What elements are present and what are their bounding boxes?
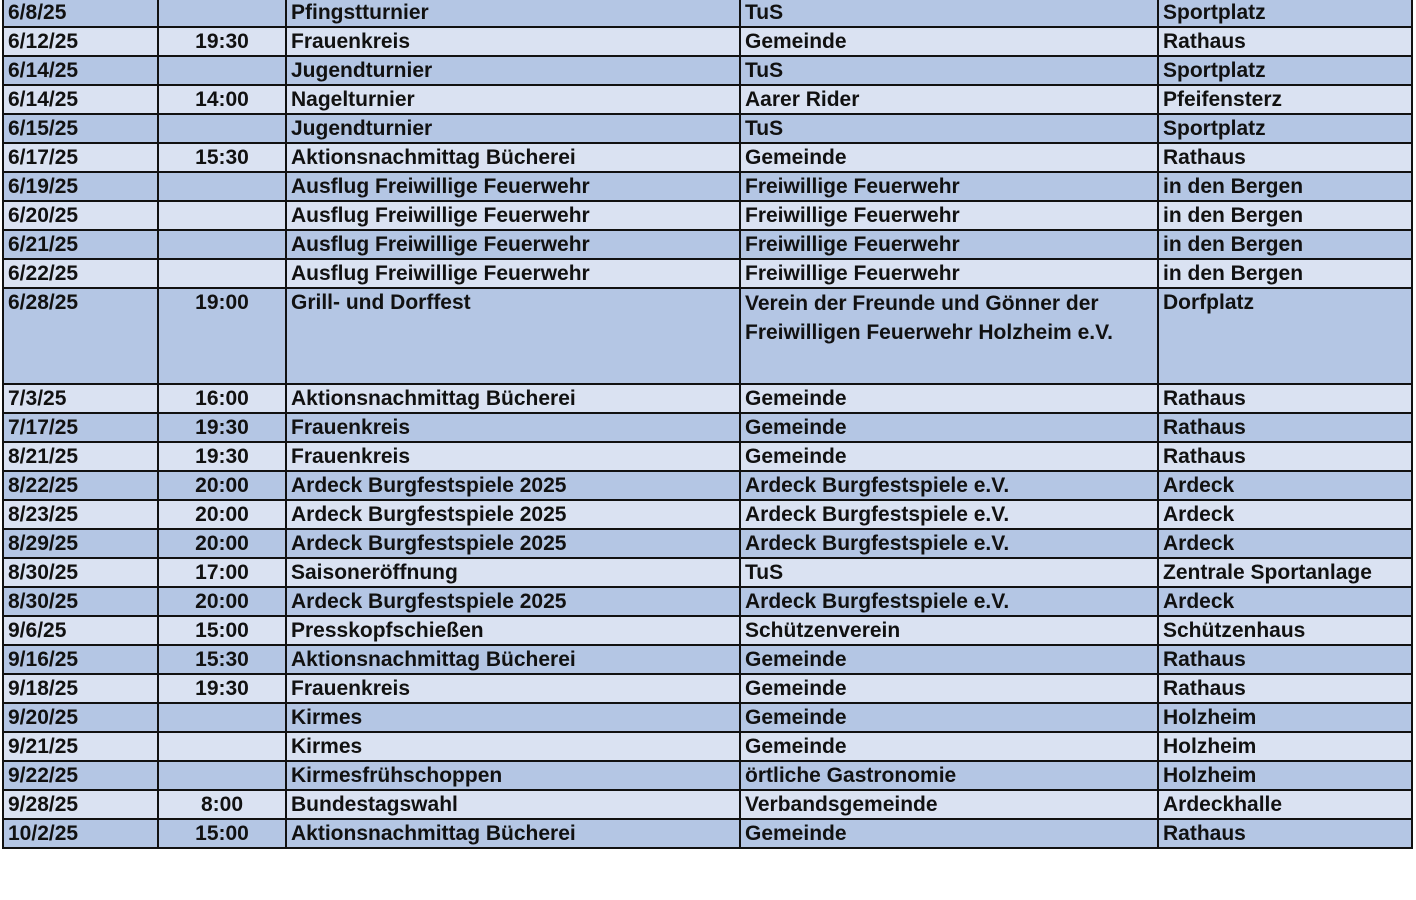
organizer-cell[interactable]: örtliche Gastronomie [740,761,1158,790]
organizer-cell[interactable]: Aarer Rider [740,85,1158,114]
table-row[interactable] [3,114,1412,143]
table-row[interactable] [3,384,1412,413]
event-cell[interactable]: Frauenkreis [286,442,740,471]
location-cell[interactable]: Holzheim [1158,732,1412,761]
table-row[interactable] [3,616,1412,645]
location-cell[interactable]: Rathaus [1158,442,1412,471]
organizer-cell[interactable]: TuS [740,0,1158,27]
event-cell[interactable]: Pfingstturnier [286,0,740,27]
table-row[interactable] [3,27,1412,56]
date-cell[interactable]: 6/19/25 [3,172,158,201]
events-table [2,0,1413,849]
table-row[interactable] [3,201,1412,230]
organizer-cell[interactable]: Gemeinde [740,27,1158,56]
organizer-cell[interactable]: Gemeinde [740,645,1158,674]
organizer-cell[interactable]: Ardeck Burgfestspiele e.V. [740,587,1158,616]
table-row[interactable] [3,471,1412,500]
event-cell[interactable]: Ausflug Freiwillige Feuerwehr [286,172,740,201]
time-cell[interactable] [158,56,286,85]
event-cell[interactable]: Ardeck Burgfestspiele 2025 [286,500,740,529]
organizer-cell[interactable]: Gemeinde [740,819,1158,848]
organizer-cell[interactable]: Ardeck Burgfestspiele e.V. [740,471,1158,500]
time-cell[interactable] [158,761,286,790]
date-cell[interactable]: 8/29/25 [3,529,158,558]
organizer-cell[interactable]: TuS [740,114,1158,143]
table-row[interactable] [3,819,1412,848]
date-cell[interactable]: 8/22/25 [3,471,158,500]
event-cell[interactable]: Jugendturnier [286,56,740,85]
organizer-cell[interactable]: Schützenverein [740,616,1158,645]
date-cell[interactable]: 6/28/25 [3,288,158,384]
organizer-cell[interactable]: Gemeinde [740,674,1158,703]
location-cell[interactable]: Holzheim [1158,761,1412,790]
date-cell[interactable]: 8/23/25 [3,500,158,529]
table-row[interactable] [3,732,1412,761]
table-row[interactable] [3,500,1412,529]
time-cell[interactable]: 19:30 [158,413,286,442]
organizer-cell[interactable]: Verbandsgemeinde [740,790,1158,819]
event-cell[interactable]: Aktionsnachmittag Bücherei [286,384,740,413]
time-cell[interactable]: 19:30 [158,674,286,703]
table-row[interactable] [3,674,1412,703]
organizer-cell[interactable]: Gemeinde [740,143,1158,172]
organizer-cell[interactable]: Gemeinde [740,413,1158,442]
date-cell[interactable]: 8/21/25 [3,442,158,471]
time-cell[interactable] [158,0,286,27]
date-cell[interactable]: 8/30/25 [3,558,158,587]
location-cell[interactable]: Rathaus [1158,27,1412,56]
date-cell[interactable]: 10/2/25 [3,819,158,848]
events-table-body [3,0,1412,848]
organizer-cell[interactable]: TuS [740,558,1158,587]
date-cell[interactable]: 8/30/25 [3,587,158,616]
event-cell[interactable]: Kirmes [286,732,740,761]
time-cell[interactable]: 8:00 [158,790,286,819]
organizer-cell[interactable]: Verein der Freunde und Gönner der Freiwilligen Feuerwehr Holzheim e.V. [740,288,1158,384]
event-cell[interactable]: Aktionsnachmittag Bücherei [286,143,740,172]
location-cell[interactable]: Rathaus [1158,674,1412,703]
time-cell[interactable]: 15:30 [158,143,286,172]
date-cell[interactable]: 9/21/25 [3,732,158,761]
event-cell[interactable]: Kirmesfrühschoppen [286,761,740,790]
table-row[interactable] [3,288,1412,384]
location-cell[interactable]: Ardeckhalle [1158,790,1412,819]
table-row[interactable] [3,790,1412,819]
event-cell[interactable]: Presskopfschießen [286,616,740,645]
time-cell[interactable]: 19:30 [158,27,286,56]
location-cell[interactable]: Rathaus [1158,384,1412,413]
time-cell[interactable]: 16:00 [158,384,286,413]
table-row[interactable] [3,413,1412,442]
event-cell[interactable]: Frauenkreis [286,27,740,56]
time-cell[interactable] [158,259,286,288]
organizer-cell[interactable]: Gemeinde [740,703,1158,732]
time-cell[interactable]: 15:00 [158,819,286,848]
date-cell[interactable]: 6/8/25 [3,0,158,27]
table-row[interactable] [3,56,1412,85]
event-cell[interactable]: Grill- und Dorffest [286,288,740,384]
date-cell[interactable]: 9/20/25 [3,703,158,732]
organizer-cell[interactable]: Freiwillige Feuerwehr [740,230,1158,259]
time-cell[interactable] [158,172,286,201]
event-cell[interactable]: Aktionsnachmittag Bücherei [286,819,740,848]
organizer-cell[interactable]: TuS [740,56,1158,85]
time-cell[interactable]: 20:00 [158,529,286,558]
event-cell[interactable]: Ardeck Burgfestspiele 2025 [286,471,740,500]
location-cell[interactable]: Sportplatz [1158,0,1412,27]
event-cell[interactable]: Frauenkreis [286,674,740,703]
time-cell[interactable] [158,732,286,761]
location-cell[interactable]: Rathaus [1158,645,1412,674]
event-cell[interactable]: Kirmes [286,703,740,732]
event-cell[interactable]: Nagelturnier [286,85,740,114]
event-cell[interactable]: Aktionsnachmittag Bücherei [286,645,740,674]
location-cell[interactable]: Zentrale Sportanlage [1158,558,1412,587]
location-cell[interactable]: in den Bergen [1158,259,1412,288]
time-cell[interactable]: 19:00 [158,288,286,384]
time-cell[interactable]: 19:30 [158,442,286,471]
time-cell[interactable]: 20:00 [158,471,286,500]
event-cell[interactable]: Ardeck Burgfestspiele 2025 [286,529,740,558]
event-cell[interactable]: Saisoneröffnung [286,558,740,587]
time-cell[interactable]: 15:30 [158,645,286,674]
organizer-cell[interactable]: Gemeinde [740,442,1158,471]
table-row[interactable] [3,529,1412,558]
table-row[interactable] [3,172,1412,201]
organizer-cell[interactable]: Gemeinde [740,384,1158,413]
organizer-cell[interactable]: Ardeck Burgfestspiele e.V. [740,500,1158,529]
table-row[interactable] [3,0,1412,27]
location-cell[interactable]: Holzheim [1158,703,1412,732]
table-row[interactable] [3,259,1412,288]
event-cell[interactable]: Ardeck Burgfestspiele 2025 [286,587,740,616]
location-cell[interactable]: Sportplatz [1158,56,1412,85]
time-cell[interactable]: 20:00 [158,500,286,529]
time-cell[interactable] [158,201,286,230]
date-cell[interactable]: 6/14/25 [3,56,158,85]
date-cell[interactable]: 6/22/25 [3,259,158,288]
organizer-cell[interactable]: Freiwillige Feuerwehr [740,172,1158,201]
organizer-cell[interactable]: Gemeinde [740,732,1158,761]
date-cell[interactable]: 6/17/25 [3,143,158,172]
location-cell[interactable]: Schützenhaus [1158,616,1412,645]
table-row[interactable] [3,230,1412,259]
date-cell[interactable]: 9/28/25 [3,790,158,819]
location-cell[interactable]: in den Bergen [1158,230,1412,259]
date-cell[interactable]: 6/12/25 [3,27,158,56]
time-cell[interactable] [158,114,286,143]
event-cell[interactable]: Bundestagswahl [286,790,740,819]
location-cell[interactable]: Rathaus [1158,413,1412,442]
organizer-cell[interactable]: Freiwillige Feuerwehr [740,201,1158,230]
event-cell[interactable]: Ausflug Freiwillige Feuerwehr [286,201,740,230]
organizer-cell[interactable]: Ardeck Burgfestspiele e.V. [740,529,1158,558]
time-cell[interactable] [158,230,286,259]
location-cell[interactable]: Pfeifensterz [1158,85,1412,114]
time-cell[interactable]: 15:00 [158,616,286,645]
date-cell[interactable]: 7/3/25 [3,384,158,413]
table-row[interactable] [3,85,1412,114]
event-cell[interactable]: Jugendturnier [286,114,740,143]
location-cell[interactable]: Dorfplatz [1158,288,1412,384]
date-cell[interactable]: 9/18/25 [3,674,158,703]
date-cell[interactable]: 7/17/25 [3,413,158,442]
table-row[interactable] [3,558,1412,587]
location-cell[interactable]: Rathaus [1158,143,1412,172]
event-cell[interactable]: Ausflug Freiwillige Feuerwehr [286,230,740,259]
organizer-cell[interactable]: Freiwillige Feuerwehr [740,259,1158,288]
date-cell[interactable]: 6/14/25 [3,85,158,114]
table-row[interactable] [3,703,1412,732]
time-cell[interactable]: 20:00 [158,587,286,616]
date-cell[interactable]: 9/6/25 [3,616,158,645]
event-cell[interactable]: Ausflug Freiwillige Feuerwehr [286,259,740,288]
date-cell[interactable]: 9/16/25 [3,645,158,674]
location-cell[interactable]: Ardeck [1158,471,1412,500]
table-row[interactable] [3,442,1412,471]
table-row[interactable] [3,761,1412,790]
location-cell[interactable]: Ardeck [1158,500,1412,529]
event-cell[interactable]: Frauenkreis [286,413,740,442]
date-cell[interactable]: 6/15/25 [3,114,158,143]
location-cell[interactable]: Sportplatz [1158,114,1412,143]
location-cell[interactable]: Ardeck [1158,587,1412,616]
table-row[interactable] [3,587,1412,616]
location-cell[interactable]: Ardeck [1158,529,1412,558]
time-cell[interactable] [158,703,286,732]
location-cell[interactable]: in den Bergen [1158,172,1412,201]
table-row[interactable] [3,143,1412,172]
location-cell[interactable]: in den Bergen [1158,201,1412,230]
table-row[interactable] [3,645,1412,674]
location-cell[interactable]: Rathaus [1158,819,1412,848]
date-cell[interactable]: 6/20/25 [3,201,158,230]
date-cell[interactable]: 6/21/25 [3,230,158,259]
time-cell[interactable]: 17:00 [158,558,286,587]
date-cell[interactable]: 9/22/25 [3,761,158,790]
time-cell[interactable]: 14:00 [158,85,286,114]
